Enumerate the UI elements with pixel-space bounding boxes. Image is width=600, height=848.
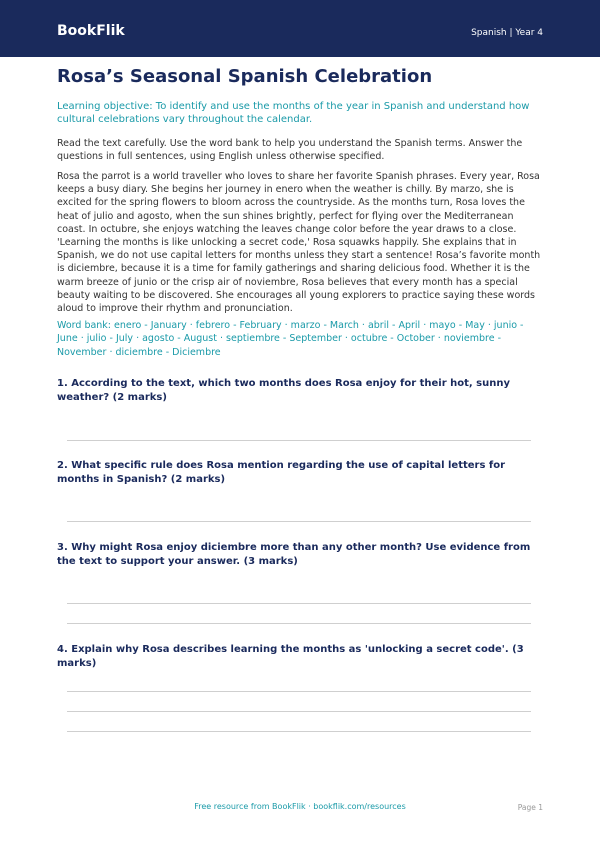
answer-line [67, 731, 531, 732]
header-bar [0, 0, 600, 57]
question-4: 4. Explain why Rosa describes learning the months as 'unlocking a secret code'. (3 marks) [57, 644, 524, 669]
answer-line [67, 711, 531, 712]
page-number: Page 1 [517, 803, 543, 812]
question-2: 2. What specific rule does Rosa mention regarding the use of capital letters for months in Spanish? (2 marks) [57, 460, 506, 485]
story-text: Rosa the parrot is a world traveller who loves to share her favorite Spanish phrases. Every year, Rosa keeps a busy diary. She begins her journey in enero when the weather is chilly. By marzo, she is excited for the spring flowers to bloom across the countryside. As the months turn, Rosa loves the heat of julio and agosto, when the sun shines brightly, perfect for flying over the Mediterranean coast. In octubre, she enjoys watching the leaves change color before the year draws to a close. 'Learning the months is like unlocking a secret code,' Rosa squawks happily. She explains that in Spanish, we do not use capital letters for months unless they start a sentence! Rosa’s favorite month is diciembre, because it is a time for family gatherings and sharing delicious food. Whether it is the warm breeze of junio or the crisp air of noviembre, Rosa believes that every month has a special beauty waiting to be discovered. She encourages all young explorers to practice saying these words aloud to improve their rhythm and pronunciation. [57, 171, 541, 315]
instructions: Read the text carefully. Use the word bank to help you understand the Spanish terms. Answer the questions in full sentences, using English unless otherwise specified. [57, 138, 523, 162]
word-bank: Word bank: enero - January · febrero - February · marzo - March · abril - April · mayo - May · junio - June · julio - July · agosto - August · septiembre - September · octubre - October · noviembre - November · diciembre - Diciembre [57, 320, 524, 358]
question-1: 1. According to the text, which two months does Rosa enjoy for their hot, sunny weather? (2 marks) [57, 378, 511, 403]
subject-year-label: Spanish | Year 4 [471, 28, 543, 38]
question-3: 3. Why might Rosa enjoy diciembre more than any other month? Use evidence from the text to support your answer. (3 marks) [57, 542, 531, 567]
brand-logo: BookFlik [57, 23, 125, 39]
answer-line [67, 440, 531, 441]
footer-link[interactable]: Free resource from BookFlik · bookflik.com/resources [194, 802, 406, 811]
learning-objective: Learning objective: To identify and use the months of the year in Spanish and understand how cultural celebrations vary throughout the calendar. [57, 101, 530, 125]
answer-line [67, 623, 531, 624]
answer-line [67, 521, 531, 522]
page-title: Rosa’s Seasonal Spanish Celebration [57, 66, 433, 87]
answer-line [67, 603, 531, 604]
answer-line [67, 691, 531, 692]
